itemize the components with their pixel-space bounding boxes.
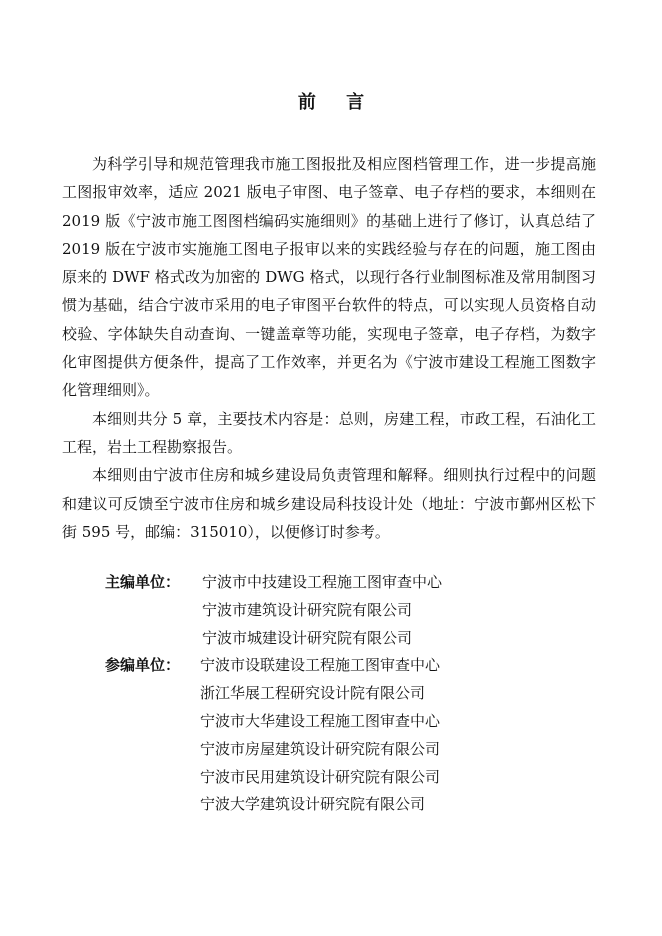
list-item: 宁波大学建筑设计研究院有限公司 — [200, 795, 426, 814]
list-item: 宁波市建筑设计研究院有限公司 — [202, 600, 413, 619]
list-item: 宁波市城建设计研究院有限公司 — [202, 628, 413, 647]
participating-units — [105, 652, 565, 819]
paragraph-management: 本细则由宁波市住房和城乡建设局负责管理和解释。细则执行过程中的问题和建议可反馈至宁波市住房和城乡建设局科技设计处（地址：宁波市鄞州区松下街 595 号，邮编：315010），以便修订时参考。 — [62, 466, 596, 541]
participating-units-label: 参编单位： — [105, 656, 181, 675]
chief-units-list — [200, 569, 442, 652]
editing-units — [105, 569, 565, 819]
chief-editing-units — [105, 569, 565, 652]
list-item: 浙江华展工程研究设计院有限公司 — [200, 684, 426, 703]
list-item: 宁波市房屋建筑设计研究院有限公司 — [200, 739, 441, 758]
preface-body — [62, 150, 596, 546]
chief-units-label: 主编单位： — [105, 573, 181, 591]
list-item: 宁波市设联建设工程施工图审查中心 — [200, 656, 441, 675]
paragraph-purpose: 为科学引导和规范管理我市施工图报批及相应图档管理工作，进一步提高施工图报审效率，适应 2021 版电子审图、电子签章、电子存档的要求，本细则在 2019 版《宁波市施工图图档编码实施细则》的基础上进行了修订，认真总结了 2019 版在宁波市实施施工图电子报审以来的实践经验与存在的问题，施工图由原来的 DWF 格式改为加密的 DWG 格式，以现行各行业制图标准及常用制图习惯为基础，结合宁波市采用的电子审图平台软件的特点，可以实现人员资格自动校验、字体缺失自动查询、一键盖章等功能，实现电子签章，电子存档，为数字化审图提供方便条件，提高了工作效率，并更名为《宁波市建设工程施工图数字化管理细则》。 — [62, 155, 596, 400]
page-title: 前 言 — [297, 92, 377, 113]
list-item: 宁波市民用建筑设计研究院有限公司 — [200, 767, 441, 786]
paragraph-chapters: 本细则共分 5 章，主要技术内容是：总则，房建工程，市政工程，石油化工工程，岩土工程勘察报告。 — [62, 409, 596, 456]
participating-units-list — [200, 652, 440, 819]
list-item: 宁波市大华建设工程施工图审查中心 — [200, 711, 441, 730]
list-item: 宁波市中技建设工程施工图审查中心 — [202, 573, 443, 591]
